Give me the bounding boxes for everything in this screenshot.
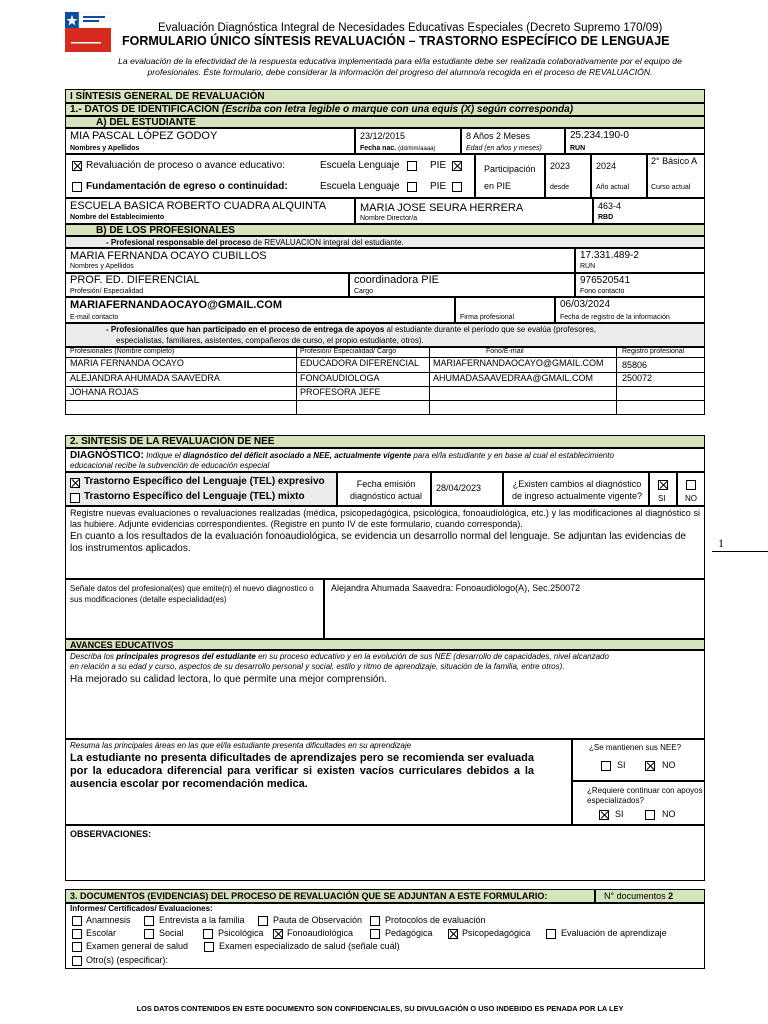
pie-label-2: PIE [430,181,447,192]
progress-answer: Ha mejorado su calidad lectora, lo que permite una mejor comprensión. [70,674,387,685]
difficulties-answer: La estudiante no presenta dificultades de aprendizajes pero se recomienda ser evaluada por la educadora diferencial para verificar si existen vacíos curriculares debidos a la ausencia escolar por recomendación medica. [70,752,534,790]
current-course-cell[interactable] [647,154,705,198]
table-row-2-registry: 250072 [622,373,653,383]
student-dob-cell[interactable] [355,128,461,154]
tel-mixto-checkbox[interactable] [70,493,80,503]
pedagogica-label: Pedagógica [385,928,433,938]
new-evaluations-cell[interactable] [65,506,705,579]
table-row-3-name: JOHANA ROJAS [70,387,139,397]
section1-title: I SÍNTESIS GENERAL DE REVALUACIÓN [70,91,265,102]
new-evaluations-answer: En cuanto a los resultados de la evaluación fonoaudiológica, se evidencia un desarrollo normal del lenguaje. Se adjuntan las evidencias de los instrumentos aplicados. [70,531,686,554]
issuer-cell[interactable] [324,579,705,639]
escuela-lenguaje-checkbox-1[interactable] [407,161,417,171]
tel-expresivo-checkbox[interactable] [70,478,80,488]
support-continue-yes-label: SI [615,809,624,819]
prof-profession-cell[interactable] [65,273,349,297]
current-year-label: Año actual [596,184,630,191]
prof-cargo-cell[interactable] [349,273,575,297]
emission-date-cell[interactable] [431,472,503,506]
progress-instructions-1: Describa los principales progresos del estudiante en su proceso educativo y en la evolución de sus NEE (desarrollo de capacidades, nivel alcanzado [70,652,609,661]
participation-from-label: desde [550,184,570,191]
protocolos-label: Protocolos de evaluación [385,915,486,925]
table-row-1-registry: 85806 [622,360,648,370]
escuela-lenguaje-label: Escuela Lenguaje [320,160,400,171]
examen-general-label: Examen general de salud [86,941,189,951]
psicopedagogica-label: Psicopedagógica [462,928,531,938]
student-age: 8 Años 2 Meses [466,131,531,141]
progress-cell[interactable] [65,650,705,739]
diagnosis-instructions-1: DIAGNÓSTICO: Indique el diagnóstico del déficit asociado a NEE, actualmente vigente para el/la estudiante y en base al cual el establecimiento [70,450,614,461]
evaluacion-aprendizaje-label: Evaluación de aprendizaje [561,928,667,938]
prof-cargo: coordinadora PIE [354,274,439,286]
nee-maintained-no-label: NO [662,760,676,770]
nee-maintained-question: ¿Se mantienen sus NEE? [589,743,682,752]
rbd-cell[interactable] [593,198,705,224]
pauta-label: Pauta de Observación [273,915,363,925]
prof-signature-label: Firma profesional [460,314,515,321]
revaluacion-checkbox[interactable] [72,161,82,171]
prof-date: 06/03/2024 [560,299,611,310]
tel-expresivo-label: Trastorno Específico del Lenguaje (TEL) expresivo [84,476,325,487]
changes-question: ¿Existen cambios al diagnóstico de ingreso actualmente vigente? [511,479,643,501]
escuela-lenguaje-label-2: Escuela Lenguaje [320,181,400,192]
student-run-label: RUN [570,145,586,152]
prof-run: 17.331.489-2 [580,250,639,261]
current-year: 2024 [596,161,617,171]
examen-especializado-label: Examen especializado de salud (señale cuál) [219,941,400,951]
document-count-cell[interactable] [595,889,705,903]
revaluacion-label: Revaluación de proceso o avance educativo: [86,160,286,171]
prof-run-label: RUN [580,263,596,270]
diagnosis-options [65,472,337,506]
participants-title-2: especialistas, familiares, asistentes, compañeros de curso, el propio estudiante, otros). [116,336,424,345]
psicologica-label: Psicológica [218,928,264,938]
form-body [65,89,705,1002]
nee-maintained-cell [572,739,705,781]
prof-date-label: Fecha de registro de la información [560,314,670,321]
form-intro: La evaluación de la efectividad de la respuesta educativa implementada para el/la estudiante debe ser realizada colaborativamente por el equipo de profesionales. Éste formulario, debe considerar la información del progreso del alumno/a recogida en el proceso de REVALUACIÓN. [118,56,682,77]
responsible-header [65,236,705,248]
professionals-section-title: B) DE LOS PROFESIONALES [96,225,235,236]
participants-header [65,323,705,347]
support-continue-yes-checkbox[interactable] [599,810,609,820]
current-year-cell[interactable] [591,154,647,198]
documents-cell [65,903,705,969]
nee-maintained-no-checkbox[interactable] [645,761,655,771]
evaluacion-aprendizaje-checkbox[interactable] [546,929,556,939]
process-type-cell [65,154,475,198]
support-continue-no-checkbox[interactable] [645,810,655,820]
observations-cell[interactable] [65,825,705,881]
emission-date-label-cell [337,472,431,506]
otros-label: Otro(s) (especificar): [86,955,169,965]
support-continue-cell [572,781,705,825]
identification-header [65,103,705,116]
prof-date-cell[interactable] [555,297,705,323]
otros-checkbox[interactable] [72,956,82,966]
entrevista-label: Entrevista a la familia [159,915,245,925]
table-row-2-contact: AHUMADASAAVEDRAA@GMAIL.COM [433,373,593,383]
changes-no-checkbox[interactable] [686,480,696,490]
fonoaudiologica-checkbox[interactable] [273,929,283,939]
student-section-title: A) DEL ESTUDIANTE [96,117,196,128]
table-row-3-profession: PROFESORA JEFE [300,387,381,397]
escolar-checkbox[interactable] [72,929,82,939]
emission-date: 28/04/2023 [436,483,482,493]
issuer-label: Señale datos del profesional(es) que emite(n) el nuevo diagnostico o sus modificaciones (detalle especialidad(es) [70,584,314,604]
nee-maintained-yes-label: SI [617,760,626,770]
participation-label-cell [475,154,545,198]
pedagogica-checkbox[interactable] [370,929,380,939]
progress-instructions-2: en relación a su edad y curso, aspectos de su desarrollo personal y social, estilo y ritmo de aprendizaje, situación de la familia, entre otros). [70,662,565,671]
escuela-lenguaje-checkbox-2[interactable] [407,182,417,192]
table-row-1-contact: MARIAFERNANDAOCAYO@GMAIL.COM [433,358,604,368]
rbd-label: RBD [598,214,614,221]
changes-yes-cell [649,472,677,506]
fonoaudiologica-label: Fonoaudiológica [287,928,354,938]
student-run-cell[interactable] [565,128,705,154]
director-cell[interactable] [355,198,593,224]
student-header [65,116,705,128]
prof-email-cell[interactable] [65,297,455,323]
responsible-title: - Profesional responsable del proceso de REVALUACION integral del estudiante. [106,238,404,247]
difficulties-instructions: Resuma las principales áreas en las que el/la estudiante presenta dificultades en su aprendizaje [70,741,412,750]
form-subtitle: Evaluación Diagnóstica Integral de Necesidades Educativas Especiales (Decreto Supremo 170/09) [158,22,663,34]
director-label: Nombre Director/a [360,215,418,222]
nee-maintained-yes-checkbox[interactable] [601,761,611,771]
prof-name: MARIA FERNANDA OCAYO CUBILLOS [70,250,267,262]
fundamentacion-checkbox[interactable] [72,182,82,192]
participants-table [65,347,705,415]
prof-phone-cell[interactable] [575,273,705,297]
page-number: 1 [718,536,724,550]
new-evaluations-instructions: Registre nuevas evaluaciones o revaluaciones realizadas (médica, psicopedagógica, psicológica, fonoaudiológica, etc.) y las modificaciones al diagnóstico si las hubiere. Adjunte evidencias correspondientes. (Registre en punto IV de este formulario, cuando corresponda). [70,508,700,529]
participation-from-cell[interactable] [545,154,591,198]
section1-header [65,89,705,103]
changes-no-cell [677,472,705,506]
prof-phone-label: Fono contacto [580,288,625,295]
form-title: FORMULARIO ÚNICO SÍNTESIS REVALUACIÓN – TRASTORNO ESPECÍFICO DE LENGUAJE [122,34,670,48]
current-course-label: Curso actual [651,184,691,191]
section2-header [65,435,705,448]
social-label: Social [159,928,184,938]
support-continue-question: ¿Requiere continuar con apoyos especializados? [587,786,703,805]
social-checkbox[interactable] [144,929,154,939]
table-header-name: Profesionales (Nombre completo) [70,348,175,355]
changes-question-cell [503,472,649,506]
prof-profession: PROF. ED. DIFERENCIAL [70,274,200,286]
participants-title-1: - Profesional/les que han participado en el proceso de entrega de apoyos al estudiante durante el período que se evalúa (profesores, [106,325,596,334]
fundamentacion-label: Fundamentación de egreso o continuidad: [86,181,288,192]
student-dob: 23/12/2015 [360,131,406,141]
director-name: MARIA JOSE SEURA HERRERA [360,202,524,214]
student-dob-label: Fecha nac. (dd/mm/aaaa) [360,145,436,152]
emission-date-label: Fecha emisión diagnóstico actual [349,479,423,501]
school-name: ESCUELA BASICA ROBERTO CUADRA ALQUINTA [70,200,327,212]
student-age-label: Edad (en años y meses) [466,145,542,152]
table-row-2-profession: FONOAUDIOLOGA [300,373,380,383]
changes-yes-checkbox[interactable] [658,480,668,490]
student-run: 25.234.190-0 [570,130,629,141]
current-course: 2° Básico A [651,156,698,166]
table-header-registry: Registro profesional [622,348,685,355]
issuer-label-cell [65,579,324,639]
professionals-header [65,224,705,236]
section2-title: 2. SÍNTESIS DE LA REVALUACIÓN DE NEE [70,436,275,447]
psicologica-checkbox[interactable] [203,929,213,939]
confidentiality-footer: LOS DATOS CONTENIDOS EN ESTE DOCUMENTO SON CONFIDENCIALES, SU DIVULGACIÓN O USO INDEBIDO ES PENADA POR LA LEY [136,1004,624,1013]
pauta-checkbox[interactable] [258,916,268,926]
prof-name-label: Nombres y Apellidos [70,263,134,270]
difficulties-cell[interactable] [65,739,572,825]
prof-email: MARIAFERNANDAOCAYO@GMAIL.COM [70,299,282,311]
student-age-cell[interactable] [461,128,565,154]
issuer-value: Alejandra Ahumada Saavedra: Fonoaudiólogo(A), Sec.250072 [331,583,581,593]
table-row-1-name: MARIA FERNANDA OCAYO [70,358,184,368]
prof-cargo-label: Cargo [354,288,374,295]
section3-header [65,889,595,903]
pie-checkbox-2[interactable] [452,182,462,192]
page-number-rule [712,551,768,552]
pie-checkbox-1[interactable] [452,161,462,171]
progress-title: AVANCES EDUCATIVOS [70,640,174,650]
changes-no-label: NO [685,494,697,503]
prof-run-cell[interactable] [575,248,705,273]
psicopedagogica-checkbox[interactable] [448,929,458,939]
ministry-logo [65,12,111,52]
rbd-value: 463-4 [598,201,622,211]
examen-especializado-checkbox[interactable] [204,942,214,952]
protocolos-checkbox[interactable] [370,916,380,926]
escolar-label: Escolar [86,928,117,938]
examen-general-checkbox[interactable] [72,942,82,952]
identification-title: 1.- DATOS DE IDENTIFICACIÓN (Escriba con letra legible o marque con una equis (X) según corresponda) [70,104,574,115]
document-count: N° documentos 2 [604,891,674,901]
changes-yes-label: SI [658,494,666,503]
anamnesis-label: Anamnesis [86,915,131,925]
school-name-cell[interactable] [65,198,355,224]
section3-title: 3. DOCUMENTOS (EVIDENCIAS) DEL PROCESO DE REVALUACIÓN QUE SE ADJUNTAN A ESTE FORMULARIO: [70,891,548,901]
entrevista-checkbox[interactable] [144,916,154,926]
anamnesis-checkbox[interactable] [72,916,82,926]
diagnosis-instructions-2: educacional recibe la subvención de educación especial [70,461,270,470]
table-header-profession: Profesión/ Especialidad/ Cargo [300,348,397,355]
prof-phone: 976520541 [580,275,631,286]
progress-header [65,639,705,650]
table-header-contact: Fono/E-mail [486,348,524,355]
tel-mixto-label: Trastorno Específico del Lenguaje (TEL) mixto [84,491,305,502]
observations-label: OBSERVACIONES: [70,829,152,839]
prof-profession-label: Profesión/ Especialidad [70,288,144,295]
pie-label-1: PIE [430,160,447,171]
student-name-cell[interactable] [65,128,355,154]
participation-year-from: 2023 [550,161,571,171]
support-continue-no-label: NO [662,809,676,819]
student-name: MIA PASCAL LÓPEZ GODOY [70,130,218,142]
table-row-1-profession: EDUCADORA DIFERENCIAL [300,358,420,368]
student-name-label: Nombres y Apellidos [70,145,140,152]
prof-name-cell[interactable] [65,248,575,273]
participation-label: Participación en PIE [484,164,536,191]
prof-email-label: E-mail contacto [70,314,119,321]
documents-subtitle: Informes/ Certificados/ Evaluaciones: [70,904,213,913]
prof-signature-cell[interactable] [455,297,555,323]
diagnosis-instructions [65,448,705,472]
table-row-2-name: ALEJANDRA AHUMADA SAAVEDRA [70,373,220,383]
school-name-label: Nombre del Establecimiento [70,214,165,221]
